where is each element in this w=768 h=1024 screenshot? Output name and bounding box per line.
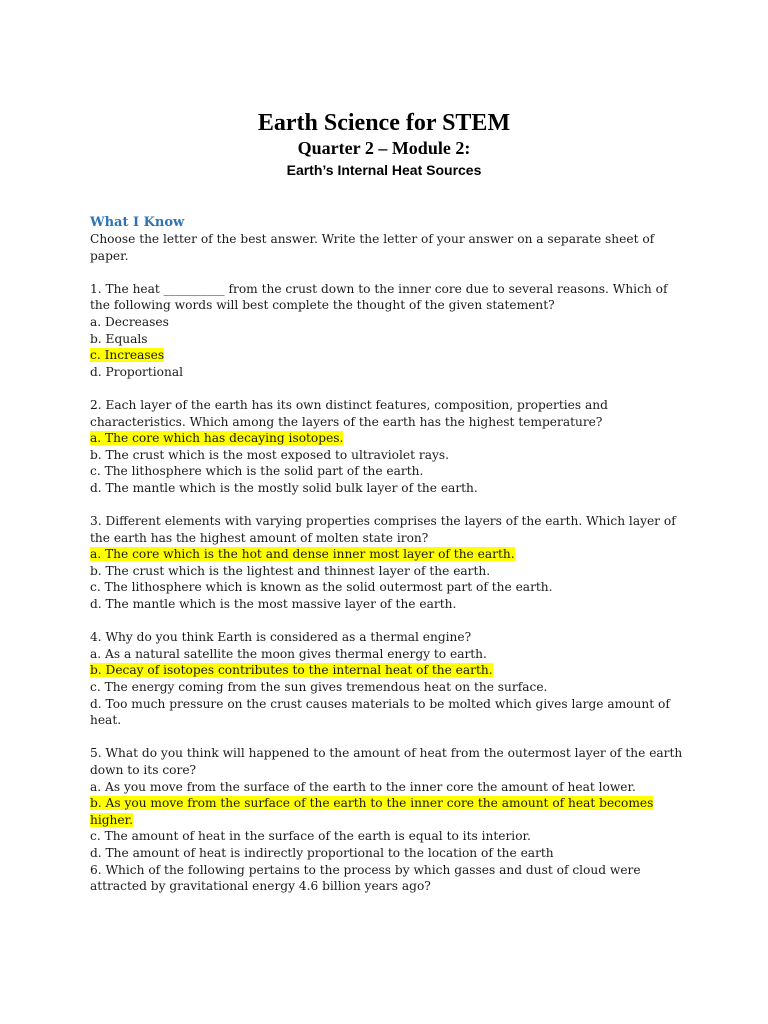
answer-option: a. Decreases xyxy=(90,314,169,329)
highlighted-answer: c. Increases xyxy=(90,348,165,363)
answer-option: c. The amount of heat in the surface of the earth is equal to its interior. xyxy=(90,829,531,844)
question-stem: 3. Different elements with varying properties comprises the layers of the earth. Which layer of the earth has the highest amount of molten state iron? xyxy=(90,514,676,545)
answer-option: d. The mantle which is the most massive layer of the earth. xyxy=(90,597,457,612)
module-title: Earth’s Internal Heat Sources xyxy=(286,162,482,178)
highlighted-answer: b. Decay of isotopes contributes to the internal heat of the earth. xyxy=(90,663,493,678)
question-stem: 5. What do you think will happened to the amount of heat from the outermost layer of the earth down to its core? xyxy=(90,746,683,777)
question-4 xyxy=(90,629,690,729)
answer-option: a. As you move from the surface of the earth to the inner core the amount of heat lower. xyxy=(90,779,636,794)
answer-option: d. The mantle which is the mostly solid bulk layer of the earth. xyxy=(90,480,478,495)
document-subtitle: Quarter 2 – Module 2: xyxy=(297,138,471,158)
answer-option: a. As a natural satellite the moon gives thermal energy to earth. xyxy=(90,646,487,661)
answer-option: c. The lithosphere which is the solid part of the earth. xyxy=(90,464,424,479)
question-stem: 6. Which of the following pertains to the process by which gasses and dust of cloud were attracted by gravitational energy 4.6 billion years ago? xyxy=(90,862,641,894)
question-1 xyxy=(90,281,690,381)
question-5 xyxy=(90,745,690,861)
question-6 xyxy=(90,862,690,895)
answer-option: b. The crust which is the lightest and thinnest layer of the earth. xyxy=(90,563,491,578)
answer-option: c. The lithosphere which is known as the solid outermost part of the earth. xyxy=(90,580,553,595)
question-3 xyxy=(90,513,690,613)
highlighted-answer: a. The core which has decaying isotopes. xyxy=(90,431,344,446)
document-title: Earth Science for STEM xyxy=(257,110,511,136)
question-stem: 2. Each layer of the earth has its own distinct features, composition, properties and characteristics. Which among the layers of the earth has the highest temperature? xyxy=(90,397,608,429)
answer-option: b. Equals xyxy=(90,331,148,346)
question-2 xyxy=(90,397,690,497)
highlighted-answer: a. The core which is the hot and dense inner most layer of the earth. xyxy=(90,547,515,562)
question-stem: 4. Why do you think Earth is considered as a thermal engine? xyxy=(90,630,472,645)
answer-option: b. The crust which is the most exposed to ultraviolet rays. xyxy=(90,447,449,462)
section-heading: What I Know xyxy=(90,215,185,230)
answer-option: d. The amount of heat is indirectly proportional to the location of the earth xyxy=(90,845,554,860)
answer-option: d. Proportional xyxy=(90,364,184,379)
highlighted-answer: b. As you move from the surface of the earth to the inner core the amount of heat becomes higher. xyxy=(90,796,654,827)
question-stem: 1. The heat __________ from the crust down to the inner core due to several reasons. Which of the following words will best complete the thought of the given statement? xyxy=(90,281,668,313)
document-body xyxy=(90,214,690,895)
answer-option: c. The energy coming from the sun gives tremendous heat on the surface. xyxy=(90,680,548,695)
instructions: Choose the letter of the best answer. Write the letter of your answer on a separate sheet of paper. xyxy=(90,232,655,263)
answer-option: d. Too much pressure on the crust causes materials to be molted which gives large amount of heat. xyxy=(90,696,670,728)
